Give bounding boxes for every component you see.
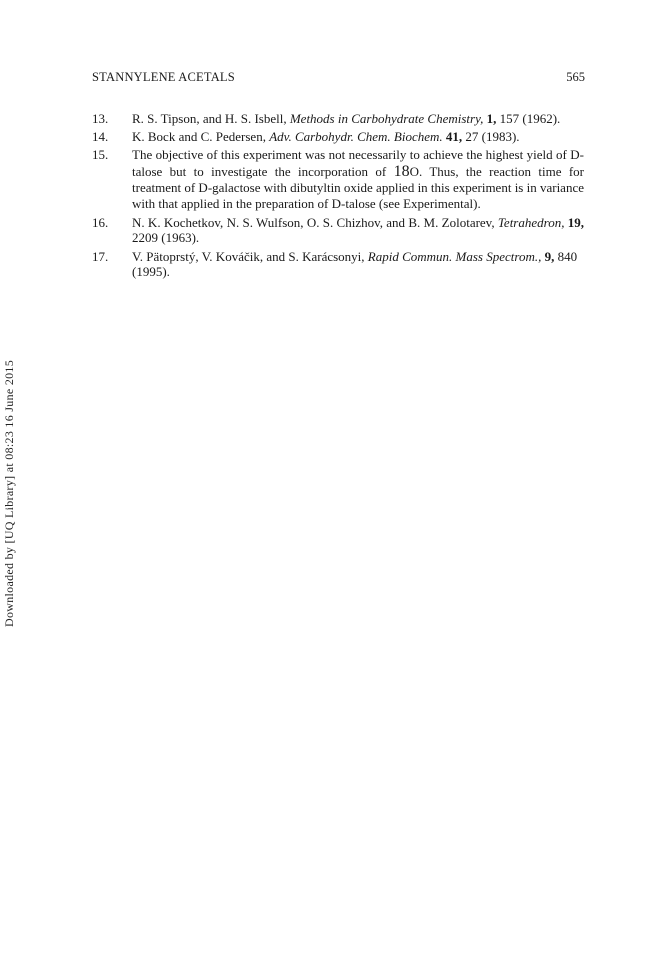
reference-authors: V. Pätoprstý, V. Kováčik, and S. Karácsonyi, [132, 248, 368, 264]
reference-15 [92, 147, 584, 212]
reference-journal: Methods in Carbohydrate Chemistry, [289, 111, 484, 126]
page-number: 565 [566, 70, 585, 84]
reference-journal: Tetrahedron, [497, 214, 565, 230]
d-prefix: D [331, 195, 342, 211]
note-text: -talose but to investigate the incorporation of [132, 147, 584, 179]
note-text: -talose (see Experimental). [341, 195, 481, 211]
download-watermark: Downloaded by [UQ Library] at 08:23 16 June 2015 [2, 359, 16, 627]
running-title: STANNYLENE ACETALS [92, 70, 235, 84]
reference-volume: 41, [445, 129, 463, 145]
reference-volume: 19, [567, 214, 585, 230]
reference-13 [92, 111, 584, 127]
reference-number: 14. [92, 129, 109, 145]
reference-authors: N. K. Kochetkov, N. S. Wulfson, O. S. Chizhov, and B. M. Zolotarev, [132, 214, 498, 230]
reference-16 [92, 215, 584, 246]
reference-authors: R. S. Tipson, and H. S. Isbell, [132, 111, 290, 126]
reference-14 [92, 129, 584, 145]
isotope-superscript: 18 [393, 162, 410, 180]
reference-volume: 9, [544, 248, 555, 264]
reference-journal: Rapid Commun. Mass Spectrom., [367, 248, 542, 264]
reference-text [132, 111, 584, 127]
reference-volume: 1, [486, 111, 497, 126]
reference-number: 16. [92, 214, 109, 230]
reference-pages-year: 840 (1995). [132, 248, 578, 280]
reference-pages-year: 157 (1962). [496, 111, 561, 126]
reference-list [92, 111, 584, 282]
reference-pages-year: 2209 (1963). [132, 230, 200, 246]
note-text: -galactose with dibutyltin oxide applied in this experiment is in variance with that applied in the preparation of [132, 179, 584, 211]
reference-number: 17. [92, 248, 109, 264]
reference-pages-year: 27 (1983). [462, 129, 520, 145]
reference-number: 13. [92, 111, 109, 126]
d-prefix: D [198, 179, 208, 195]
note-text: The objective of this experiment was not necessarily to achieve the highest yield of [132, 147, 571, 163]
reference-text [132, 249, 584, 280]
reference-text [132, 215, 584, 246]
d-prefix: D [570, 147, 580, 163]
reference-text [132, 129, 584, 145]
reference-journal: Adv. Carbohydr. Chem. Biochem. [269, 129, 443, 145]
reference-17 [92, 249, 584, 280]
note-text: O. Thus, the reaction time for treatment of [132, 163, 584, 195]
reference-text [132, 147, 584, 212]
reference-authors: K. Bock and C. Pedersen, [132, 129, 270, 145]
reference-number: 15. [92, 147, 109, 163]
